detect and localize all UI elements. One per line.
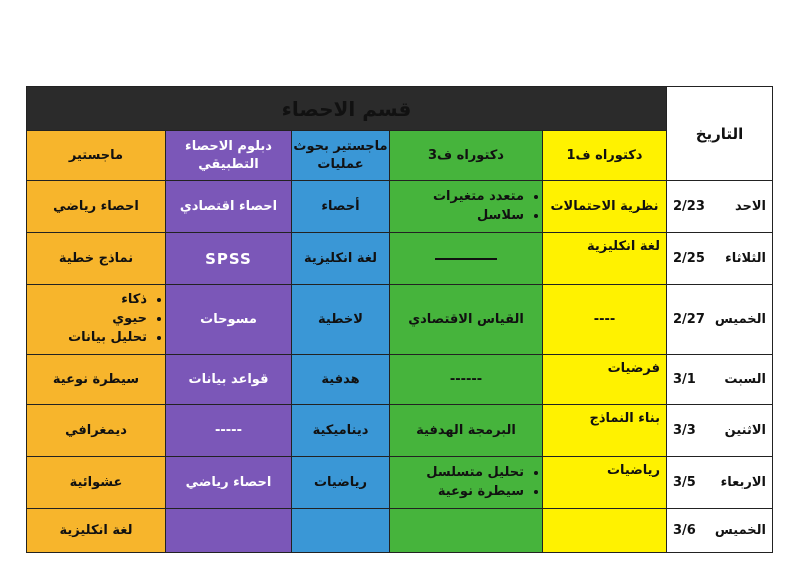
phd3-cell xyxy=(390,457,543,509)
phd1-cell: فرضيات xyxy=(543,355,667,405)
date-label: 3/5 xyxy=(673,475,696,490)
table-row xyxy=(27,181,773,233)
phd1-cell: رياضيات xyxy=(543,457,667,509)
date-label: 2/27 xyxy=(673,312,705,327)
master-or-cell: رياضيات xyxy=(292,457,390,509)
exam-schedule-table xyxy=(26,86,773,553)
phd1-cell: لغة انكليزية xyxy=(543,233,667,285)
table-row xyxy=(27,355,773,405)
empty-dash-line xyxy=(435,258,497,260)
phd3-cell xyxy=(390,509,543,553)
diploma-cell xyxy=(166,509,292,553)
master-or-cell: لاخطية xyxy=(292,285,390,355)
table-row xyxy=(27,509,773,553)
date-cell xyxy=(667,457,773,509)
table-row xyxy=(27,285,773,355)
master-or-cell: ديناميكية xyxy=(292,405,390,457)
phd3-cell: ------ xyxy=(390,355,543,405)
phd3-cell: البرمجة الهدفية xyxy=(390,405,543,457)
column-header-row xyxy=(27,131,773,181)
date-cell xyxy=(667,233,773,285)
master-cell xyxy=(27,285,166,355)
date-cell xyxy=(667,509,773,553)
day-label: الاربعاء xyxy=(720,475,766,490)
list-item: • متعدد متغيرات xyxy=(390,188,524,207)
day-label: الثلاثاء xyxy=(725,251,766,266)
department-title: قسم الاحصاء xyxy=(27,87,667,131)
master-or-cell xyxy=(292,509,390,553)
bullet-list xyxy=(390,464,542,502)
master-cell: لغة انكليزية xyxy=(27,509,166,553)
diploma-cell: SPSS xyxy=(166,233,292,285)
phd1-cell: بناء النماذج xyxy=(543,405,667,457)
list-item: • سلاسل xyxy=(390,207,524,226)
date-cell xyxy=(667,405,773,457)
date-label: 3/6 xyxy=(673,523,696,538)
master-or-cell: لغة انكليزية xyxy=(292,233,390,285)
master-cell: عشوائية xyxy=(27,457,166,509)
list-item: • ذكاء xyxy=(27,291,147,310)
title-row xyxy=(27,87,773,131)
day-label: الاثنين xyxy=(724,423,766,438)
phd1-cell: ---- xyxy=(543,285,667,355)
date-cell xyxy=(667,181,773,233)
diploma-cell: احصاء اقتصادي xyxy=(166,181,292,233)
master-or-cell: هدفية xyxy=(292,355,390,405)
master-or-cell: أحصاء xyxy=(292,181,390,233)
date-label: 2/25 xyxy=(673,251,705,266)
table-row xyxy=(27,233,773,285)
header-phd-sem1: دكتوراه ف1 xyxy=(543,131,667,181)
date-cell xyxy=(667,355,773,405)
header-diploma: دبلوم الاحصاء التطبيقي xyxy=(166,131,292,181)
phd3-cell xyxy=(390,181,543,233)
header-phd-sem3: دكتوراه ف3 xyxy=(390,131,543,181)
day-label: الخميس xyxy=(714,312,766,327)
list-item: • تحليل متسلسل xyxy=(390,464,524,483)
phd1-cell xyxy=(543,509,667,553)
master-cell: ديمغرافي xyxy=(27,405,166,457)
table-row xyxy=(27,405,773,457)
list-item: • تحليل بيانات xyxy=(27,329,147,348)
list-item: • سيطرة نوعية xyxy=(390,483,524,502)
diploma-cell: ----- xyxy=(166,405,292,457)
date-column-header: التاريخ xyxy=(667,87,773,181)
phd3-cell xyxy=(390,233,543,285)
date-label: 3/1 xyxy=(673,372,696,387)
diploma-cell: مسوحات xyxy=(166,285,292,355)
master-cell: احصاء رياضي xyxy=(27,181,166,233)
list-item: • حيوي xyxy=(27,310,147,329)
phd3-cell: القياس الاقتصادي xyxy=(390,285,543,355)
date-cell xyxy=(667,285,773,355)
master-cell: سيطرة نوعية xyxy=(27,355,166,405)
date-label: 2/23 xyxy=(673,199,705,214)
date-label: 3/3 xyxy=(673,423,696,438)
header-master-or: ماجستير بحوث عمليات xyxy=(292,131,390,181)
day-label: السبت xyxy=(724,372,766,387)
master-cell: نماذج خطية xyxy=(27,233,166,285)
table-row xyxy=(27,457,773,509)
phd1-cell: نظرية الاحتمالات xyxy=(543,181,667,233)
diploma-cell: قواعد بيانات xyxy=(166,355,292,405)
day-label: الخميس xyxy=(714,523,766,538)
day-label: الاحد xyxy=(734,199,766,214)
bullet-list xyxy=(390,188,542,226)
header-master: ماجستير xyxy=(27,131,166,181)
diploma-cell: احصاء رياضي xyxy=(166,457,292,509)
bullet-list xyxy=(27,291,165,348)
